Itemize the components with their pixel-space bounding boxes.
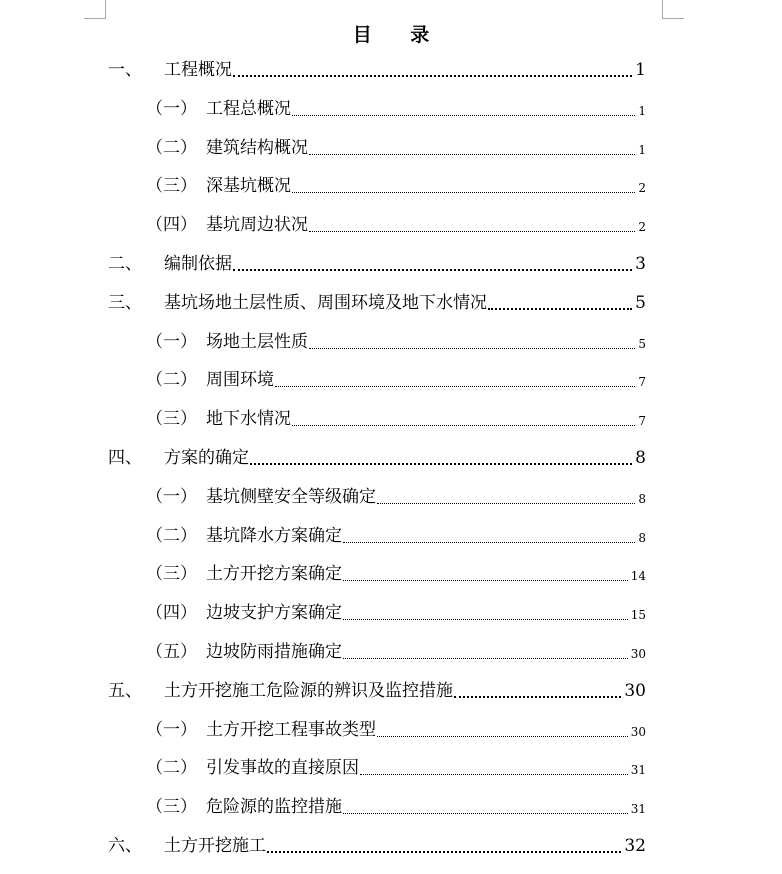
toc-dot-leader xyxy=(343,580,628,581)
toc-dot-leader xyxy=(360,774,628,775)
toc-dot-leader xyxy=(292,115,635,116)
toc-entry-section[interactable] xyxy=(0,756,782,778)
toc-entry-section[interactable] xyxy=(0,407,782,429)
toc-entry-page-number: 2 xyxy=(638,220,646,235)
toc-entry-chapter[interactable] xyxy=(0,252,782,274)
toc-entry-number: 二、 xyxy=(108,254,142,274)
toc-dot-leader xyxy=(309,348,635,349)
toc-dot-leader xyxy=(275,386,635,387)
toc-entry-number: （一） xyxy=(146,98,197,119)
toc-entry-label: 场地土层性质 xyxy=(206,331,308,352)
toc-entry-page-number: 8 xyxy=(638,530,646,545)
toc-entry-number: 六、 xyxy=(108,836,142,856)
toc-dot-leader xyxy=(343,813,628,814)
toc-entry-label: 基坑周边状况 xyxy=(206,215,308,236)
toc-dot-leader xyxy=(267,851,621,853)
toc-entry-number: （二） xyxy=(146,758,197,779)
toc-dot-leader xyxy=(488,308,632,310)
toc-entry-section[interactable] xyxy=(0,368,782,390)
toc-entry-page-number: 7 xyxy=(638,375,646,390)
toc-entry-number: （一） xyxy=(146,331,197,352)
toc-entry-section[interactable] xyxy=(0,330,782,352)
toc-dot-leader xyxy=(377,736,628,737)
toc-entry-section[interactable] xyxy=(0,485,782,507)
toc-entry-number: （三） xyxy=(146,409,197,430)
toc-entry-page-number: 8 xyxy=(635,448,646,468)
toc-entry-label: 周围环境 xyxy=(206,370,274,391)
toc-entry-page-number: 3 xyxy=(635,254,646,274)
toc-entry-chapter[interactable] xyxy=(0,834,782,856)
toc-entry-number: 四、 xyxy=(108,448,142,468)
toc-entry-number: （一） xyxy=(146,486,197,507)
toc-entry-chapter[interactable] xyxy=(0,679,782,701)
toc-entry-number: （四） xyxy=(146,603,197,624)
toc-entry-number: 一、 xyxy=(108,60,142,80)
toc-entry-section[interactable] xyxy=(0,562,782,584)
toc-entry-label: 工程概况 xyxy=(164,60,232,80)
toc-entry-section[interactable] xyxy=(0,601,782,623)
toc-entry-page-number: 31 xyxy=(630,763,646,778)
toc-entry-number: （二） xyxy=(146,370,197,391)
toc-dot-leader xyxy=(343,542,635,543)
toc-entry-label: 危险源的监控措施 xyxy=(206,797,342,818)
toc-title: 目 录 xyxy=(352,24,446,46)
toc-entry-section[interactable] xyxy=(0,795,782,817)
toc-entry-page-number: 1 xyxy=(638,103,646,118)
toc-entry-label: 引发事故的直接原因 xyxy=(206,758,359,779)
toc-entry-number: （四） xyxy=(146,215,197,236)
crop-mark-top-left xyxy=(84,0,106,19)
toc-dot-leader xyxy=(292,425,635,426)
toc-entry-number: （二） xyxy=(146,137,197,158)
toc-entry-page-number: 8 xyxy=(638,491,646,506)
toc-entry-page-number: 5 xyxy=(638,336,646,351)
toc-entry-section[interactable] xyxy=(0,136,782,158)
toc-entry-label: 工程总概况 xyxy=(206,98,291,119)
toc-dot-leader xyxy=(377,503,635,504)
toc-entry-label: 土方开挖施工 xyxy=(164,836,266,856)
toc-entry-page-number: 5 xyxy=(635,292,646,313)
toc-dot-leader xyxy=(233,75,632,77)
toc-entry-section[interactable] xyxy=(0,640,782,662)
toc-entry-section[interactable] xyxy=(0,524,782,546)
toc-entry-chapter[interactable] xyxy=(0,58,782,80)
toc-entry-page-number: 1 xyxy=(635,60,646,80)
toc-entry-page-number: 31 xyxy=(630,802,646,817)
toc-entry-number: （三） xyxy=(146,797,197,818)
toc-entry-label: 方案的确定 xyxy=(164,448,249,468)
toc-entry-label: 边坡支护方案确定 xyxy=(206,603,342,624)
toc-entry-section[interactable] xyxy=(0,718,782,740)
toc-entry-label: 基坑侧壁安全等级确定 xyxy=(206,486,376,507)
toc-entry-label: 建筑结构概况 xyxy=(206,137,308,158)
toc-entry-label: 土方开挖工程事故类型 xyxy=(206,719,376,740)
toc-dot-leader xyxy=(343,619,628,620)
toc-entry-label: 编制依据 xyxy=(164,254,232,274)
toc-entry-page-number: 14 xyxy=(630,569,646,584)
toc-dot-leader xyxy=(343,658,628,659)
toc-entry-chapter[interactable] xyxy=(0,446,782,468)
toc-entry-number: （三） xyxy=(146,176,197,197)
toc-entry-chapter[interactable] xyxy=(0,291,782,313)
toc-dot-leader xyxy=(292,192,635,193)
toc-entry-number: （一） xyxy=(146,719,197,740)
toc-dot-leader xyxy=(454,696,621,698)
toc-dot-leader xyxy=(309,154,635,155)
toc-entry-section[interactable] xyxy=(0,97,782,119)
toc-entry-label: 边坡防雨措施确定 xyxy=(206,642,342,662)
toc-entry-page-number: 30 xyxy=(630,724,646,739)
toc-entry-label: 基坑场地土层性质、周围环境及地下水情况 xyxy=(164,292,487,313)
toc-entry-number: （五） xyxy=(146,642,197,662)
toc-entry-section[interactable] xyxy=(0,174,782,196)
toc-entry-page-number: 15 xyxy=(630,608,646,623)
toc-entry-number: 三、 xyxy=(108,292,142,313)
toc-entry-page-number: 30 xyxy=(630,647,646,661)
toc-entry-label: 地下水情况 xyxy=(206,409,291,430)
toc-entry-page-number: 32 xyxy=(624,836,646,856)
toc-entry-page-number: 30 xyxy=(624,680,646,701)
toc-entry-label: 深基坑概况 xyxy=(206,176,291,197)
toc-entry-page-number: 7 xyxy=(638,414,646,429)
toc-entry-label: 土方开挖施工危险源的辨识及监控措施 xyxy=(164,680,453,701)
toc-entry-page-number: 2 xyxy=(638,181,646,196)
toc-entry-number: 五、 xyxy=(108,680,142,701)
toc-entry-label: 基坑降水方案确定 xyxy=(206,525,342,546)
toc-entry-page-number: 1 xyxy=(638,142,646,157)
toc-entry-section[interactable] xyxy=(0,213,782,235)
toc-entry-number: （三） xyxy=(146,564,197,585)
crop-mark-top-right xyxy=(662,0,684,19)
toc-dot-leader xyxy=(250,463,632,465)
toc-entry-number: （二） xyxy=(146,525,197,546)
toc-dot-leader xyxy=(309,231,635,232)
toc-dot-leader xyxy=(233,269,632,271)
toc-entry-label: 土方开挖方案确定 xyxy=(206,564,342,585)
